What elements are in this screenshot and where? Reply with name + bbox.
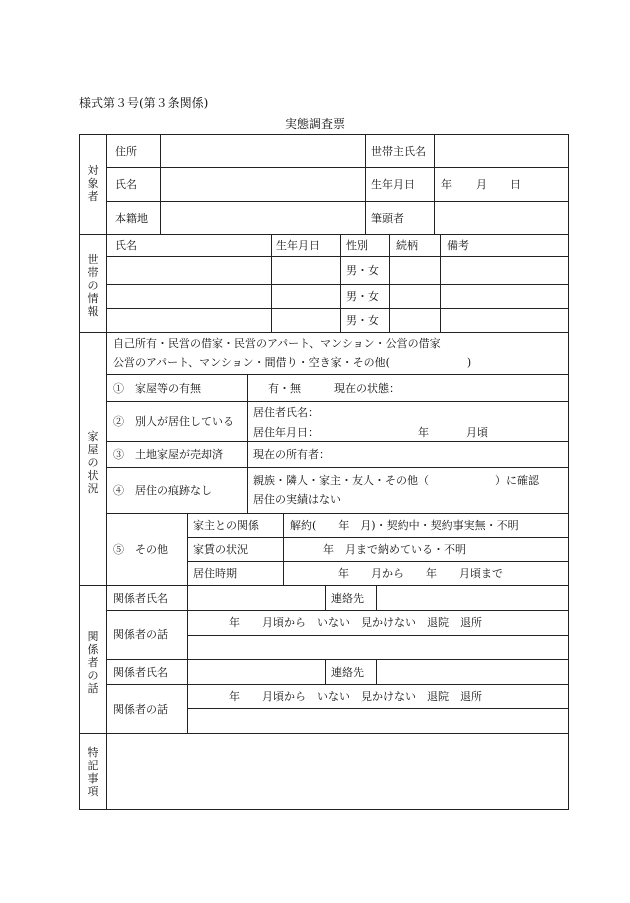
form-number: 様式第３号(第３条関係)	[79, 96, 209, 110]
item3-label: ③ 土地家屋が売却済	[113, 448, 223, 461]
ownership-line-1[interactable]: 自己所有・民営の借家・民営のアパート、マンション・公営の借家	[113, 337, 441, 350]
address-field[interactable]	[161, 135, 364, 166]
domicile-field[interactable]	[161, 202, 364, 233]
item5-row1-label: 家主との関係	[193, 519, 259, 532]
subject-section-label: 対象者	[87, 164, 99, 203]
item4-label: ④ 居住の痕跡なし	[113, 484, 212, 497]
name-field[interactable]	[161, 168, 364, 200]
person1-contact-label: 連絡先	[331, 592, 364, 605]
person2-contact-label: 連絡先	[331, 666, 364, 679]
item5-row2-label: 家賃の状況	[193, 543, 248, 556]
item5-row3-value[interactable]: 年 月から 年 月頃まで	[338, 567, 503, 580]
item2-resident-dob: 居住年月日：	[253, 426, 319, 439]
dob-day: 日	[510, 178, 521, 191]
person1-story-label: 関係者の話	[113, 628, 168, 641]
dob-label: 生年月日	[371, 178, 415, 191]
form-title: 実態調査票	[284, 117, 345, 131]
special-section-label: 特記事項	[87, 746, 99, 798]
item2-label: ② 別人が居住している	[113, 415, 234, 428]
first-person-field[interactable]	[435, 202, 568, 233]
ownership-line-2[interactable]: 公営のアパート、マンション・間借り・空き家・その他( )	[113, 356, 472, 369]
person1-name-label: 関係者氏名	[113, 592, 168, 605]
item5-row3-label: 居住時期	[193, 567, 237, 580]
col-sex: 性別	[346, 239, 368, 252]
item4-line-1[interactable]: 親族・隣人・家主・友人・その他（ ）に確認	[253, 474, 539, 487]
house-section-label: 家屋の状況	[87, 430, 99, 495]
household-section-label: 世帯の情報	[87, 253, 99, 318]
col-name: 氏名	[115, 239, 137, 252]
item2-resident-name: 居住者氏名：	[253, 406, 319, 419]
special-notes-field[interactable]	[107, 734, 568, 809]
person2-story-label: 関係者の話	[113, 703, 168, 716]
sex-option-2[interactable]: 男・女	[346, 290, 379, 303]
item2-year: 年	[418, 426, 429, 439]
item5-row1-value[interactable]: 解約( 年 月)・契約中・契約事実無・不明	[290, 519, 519, 532]
item2-month: 月頃	[466, 426, 488, 439]
person2-name-label: 関係者氏名	[113, 666, 168, 679]
name-label: 氏名	[115, 178, 137, 191]
item4-line-2: 居住の実績はない	[253, 493, 341, 506]
item1-value[interactable]: 有・無 現在の状態：	[268, 382, 400, 395]
item5-row2-value[interactable]: 年 月まで納めている・不明	[323, 543, 466, 556]
sex-option-1[interactable]: 男・女	[346, 264, 379, 277]
address-label: 住所	[115, 145, 137, 158]
item1-label: ① 家屋等の有無	[113, 382, 201, 395]
head-name-field[interactable]	[435, 135, 568, 166]
first-person-label: 筆頭者	[371, 212, 404, 225]
col-notes: 備考	[447, 239, 469, 252]
person1-story-text[interactable]: 年 月頃から いない 見かけない 退院 退所	[229, 616, 482, 629]
item5-label: ⑤ その他	[113, 543, 168, 556]
domicile-label: 本籍地	[115, 212, 148, 225]
sex-option-3[interactable]: 男・女	[346, 314, 379, 327]
person2-story-text[interactable]: 年 月頃から いない 見かけない 退院 退所	[229, 690, 482, 703]
col-dob: 生年月日	[276, 239, 320, 252]
related-section-label: 関係者の話	[87, 630, 99, 695]
dob-year: 年	[441, 178, 452, 191]
col-relation: 続柄	[396, 239, 418, 252]
item3-value: 現在の所有者：	[253, 448, 330, 461]
head-name-label: 世帯主氏名	[371, 145, 426, 158]
dob-month: 月	[476, 178, 487, 191]
